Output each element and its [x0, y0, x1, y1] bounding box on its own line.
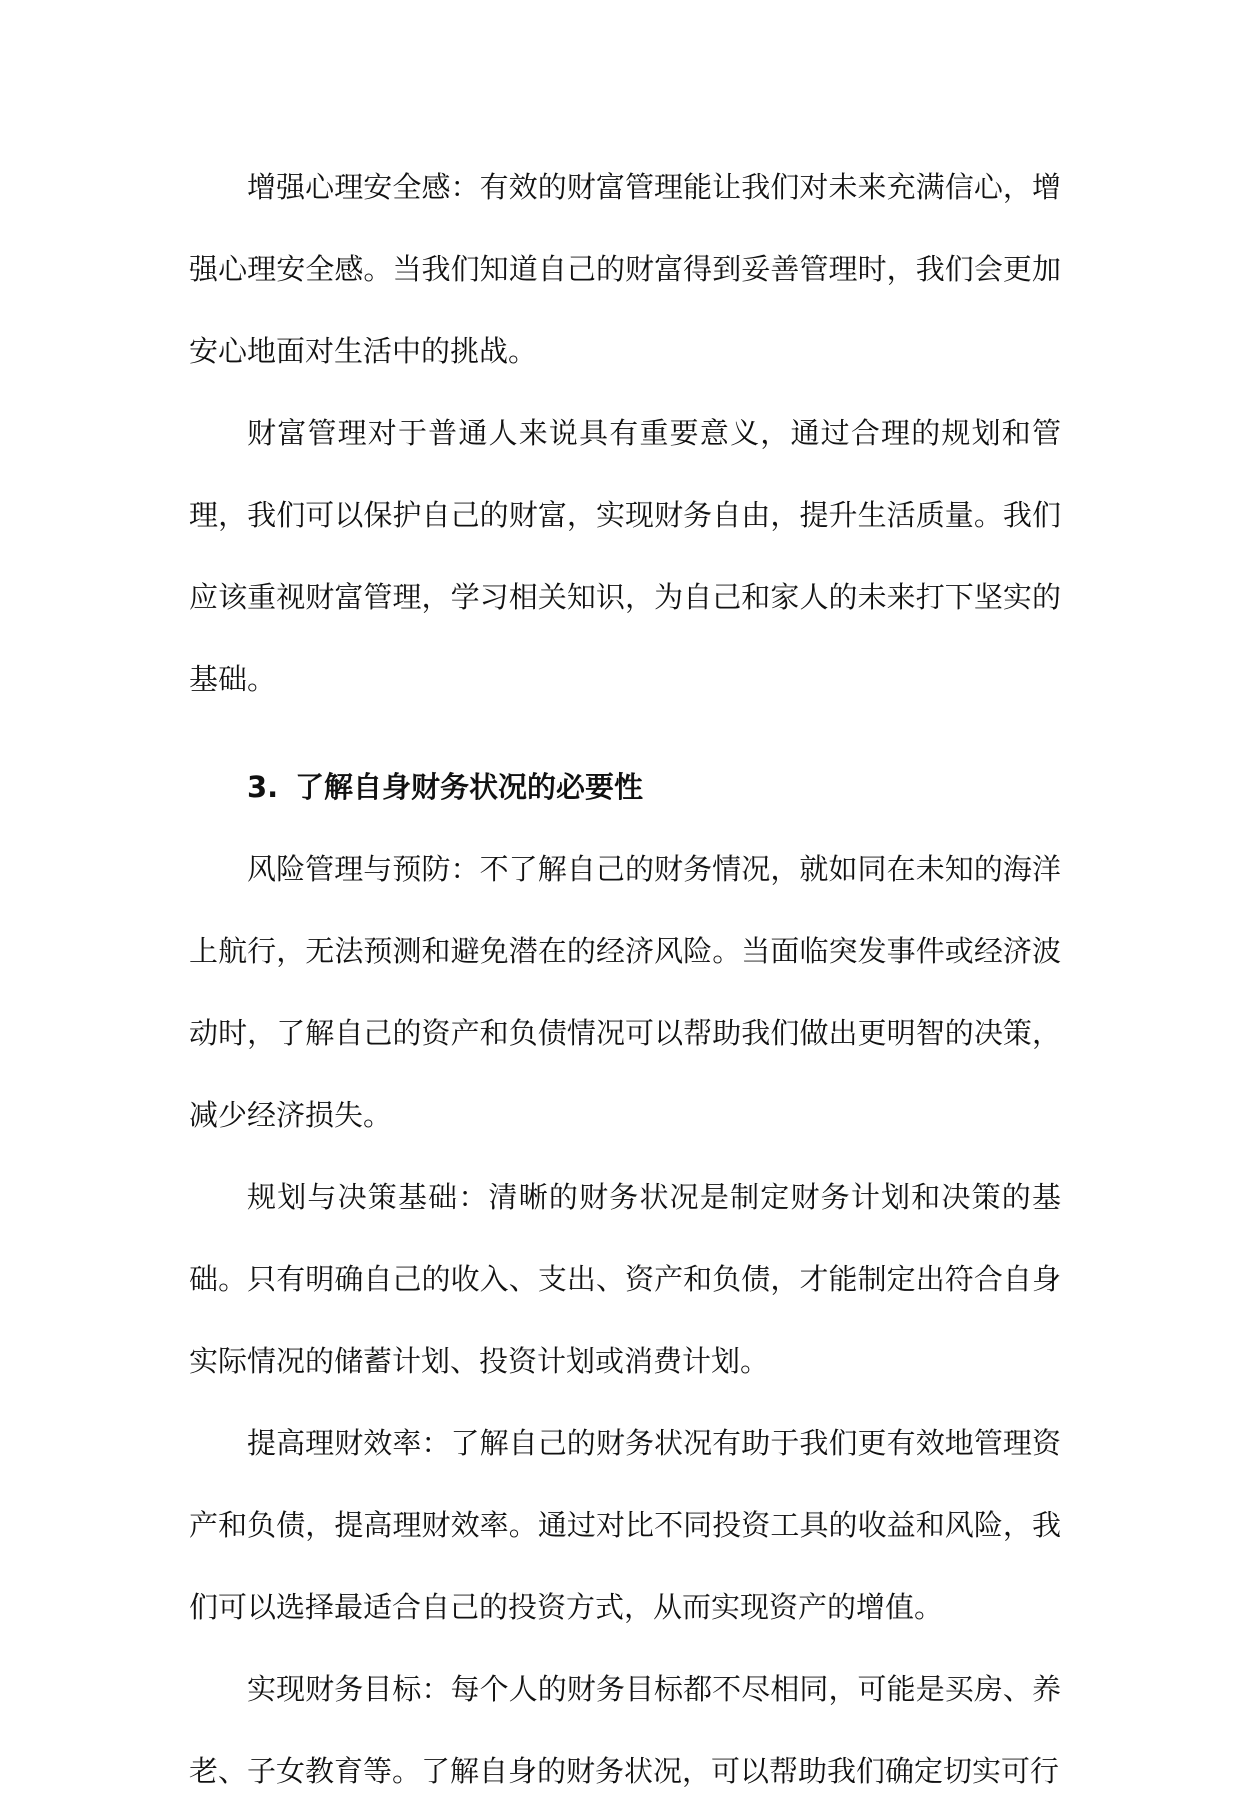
paragraph-financial-goals: 实现财务目标：每个人的财务目标都不尽相同，可能是买房、养老、子女教育等。了解自身的财务状况，可以帮助我们确定切实可行: [189, 1672, 1061, 1788]
paragraph-wealth-management-importance: 财富管理对于普通人来说具有重要意义，通过合理的规划和管理，我们可以保护自己的财富，实现财务自由，提升生活质量。我们应该重视财富管理，学习相关知识，为自己和家人的未来打下坚实的基础。: [189, 416, 1061, 696]
section-title: 了解自身财务状况的必要性: [295, 770, 644, 804]
paragraph-risk-management: 风险管理与预防：不了解自己的财务情况，就如同在未知的海洋上航行，无法预测和避免潜在的经济风险。当面临突发事件或经济波动时，了解自己的资产和负债情况可以帮助我们做出更明智的决策，减少经济损失。: [189, 852, 1061, 1132]
section-number: 3.: [247, 770, 279, 804]
paragraph-planning-basis: 规划与决策基础：清晰的财务状况是制定财务计划和决策的基础。只有明确自己的收入、支出、资产和负债，才能制定出符合自身实际情况的储蓄计划、投资计划或消费计划。: [189, 1180, 1061, 1378]
paragraph-psychological-security: 增强心理安全感：有效的财富管理能让我们对未来充满信心，增强心理安全感。当我们知道自己的财富得到妥善管理时，我们会更加安心地面对生活中的挑战。: [189, 170, 1061, 368]
document-body: [189, 146, 1061, 1812]
paragraph-efficiency: 提高理财效率：了解自己的财务状况有助于我们更有效地管理资产和负债，提高理财效率。通过对比不同投资工具的收益和风险，我们可以选择最适合自己的投资方式，从而实现资产的增值。: [189, 1426, 1061, 1624]
section-heading: [189, 746, 1061, 828]
